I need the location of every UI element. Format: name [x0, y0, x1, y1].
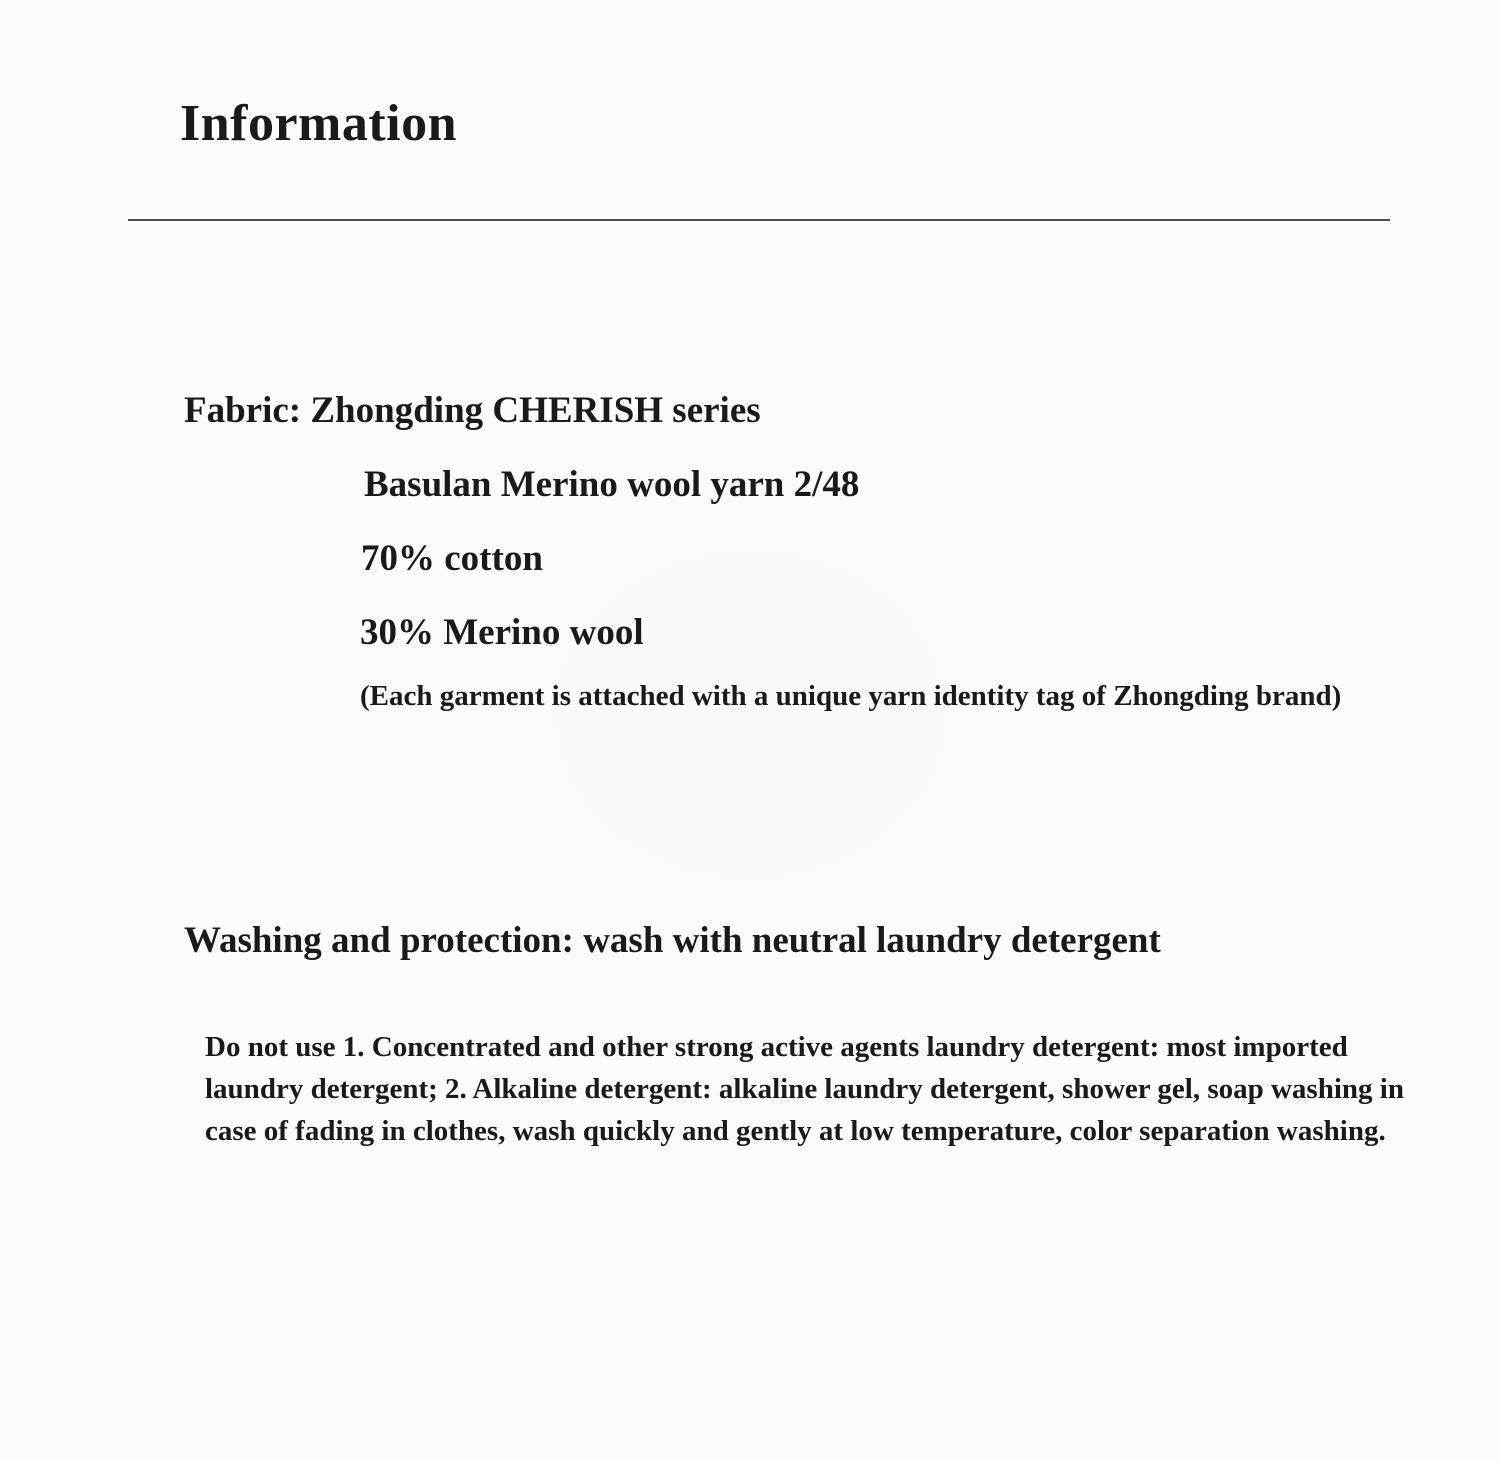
washing-instructions-text: Do not use 1. Concentrated and other strong active agents laundry detergent: most imported laundry detergent; 2. Alkaline detergent: alkaline laundry detergent, shower gel, soap washing in case of fading in clothes, wash quickly and gently at low temperature, color separation washing. — [205, 1031, 1404, 1147]
fabric-line-cotton: 70% cotton — [361, 538, 543, 579]
page-title: Information — [180, 95, 458, 152]
fabric-line-wool: 30% Merino wool — [360, 612, 644, 653]
washing-heading: Washing and protection: wash with neutral laundry detergent — [184, 920, 1161, 961]
section-divider — [128, 219, 1390, 221]
fabric-note: (Each garment is attached with a unique yarn identity tag of Zhongding brand) — [360, 680, 1342, 712]
fabric-line-yarn: Basulan Merino wool yarn 2/48 — [364, 464, 860, 505]
fabric-heading: Fabric: Zhongding CHERISH series — [184, 390, 761, 431]
